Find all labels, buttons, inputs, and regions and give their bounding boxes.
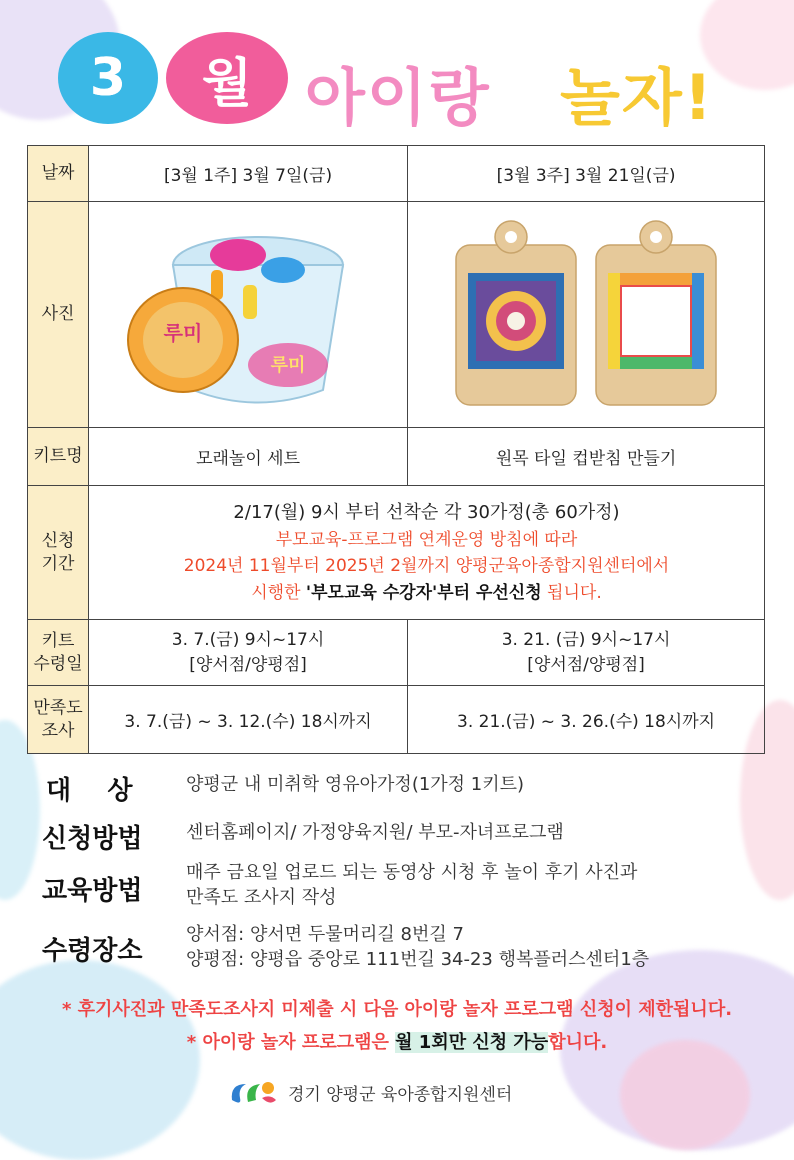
- org-name: 경기 양평군 육아종합지원센터: [288, 1084, 513, 1105]
- kit-name-week1: 모래놀이 세트: [89, 428, 408, 486]
- target-value: 양평군 내 미취학 영유아가정(1가정 1키트): [186, 774, 525, 795]
- row-survey-label: 만족도 조사: [28, 686, 89, 754]
- row-date-label: 날짜: [28, 146, 89, 202]
- date-week1: [3월 1주] 3월 7일(금): [89, 146, 408, 202]
- apply-method-value: 센터홈페이지/ 가정양육지원/ 부모-자녀프로그램: [186, 822, 564, 843]
- survey-week1: 3. 7.(금) ~ 3. 12.(수) 18시까지: [89, 686, 408, 754]
- apply-period: [89, 486, 765, 620]
- pickup-place-value: 양서점: 양서면 두물머리길 8번길 7 양평점: 양평읍 중앙로 111번길 34-23 행복플러스센터1층: [186, 924, 650, 971]
- education-method-value: 매주 금요일 업로드 되는 동영상 시청 후 놀이 후기 사진과 만족도 조사지 작성: [186, 862, 638, 909]
- page-title: [0, 18, 794, 138]
- kit-name-week3: 원목 타일 컵받침 만들기: [408, 428, 765, 486]
- notice-restriction: * 후기사진과 만족도조사지 미제출 시 다음 아이랑 놀자 프로그램 신청이 제한됩니다.: [61, 999, 733, 1020]
- title-month-unit: 월: [166, 32, 288, 124]
- row-pickup-label: 키트 수령일: [28, 620, 89, 686]
- decor-blob: [620, 1040, 750, 1150]
- notice-once-per-month: * 아이랑 놀자 프로그램은 월 1회만 신청 가능합니다.: [186, 1032, 608, 1053]
- pickup-week3: 3. 21. (금) 9시~17시 [양서점/양평점]: [408, 620, 765, 686]
- apply-policy-text: 부모교육-프로그램 연계운영 방침에 따라: [275, 529, 578, 550]
- title-word-play-with-child: 아이랑: [305, 61, 491, 134]
- apply-start-text: 2/17(월) 9시 부터 선착순 각 30가정(총 60가정): [233, 502, 620, 524]
- survey-week3: 3. 21.(금) ~ 3. 26.(수) 18시까지: [408, 686, 765, 754]
- apply-priority-text: 시행한 '부모교육 수강자'부터 우선신청 됩니다.: [251, 582, 602, 603]
- sand-play-kit-image: [123, 215, 373, 415]
- row-kit-label: 키트명: [28, 428, 89, 486]
- photo-sand-kit: [89, 202, 408, 428]
- title-word-lets-play: 놀자!: [560, 61, 715, 134]
- row-apply-label: 신청 기간: [28, 486, 89, 620]
- program-table: [27, 145, 765, 754]
- target-label: 대 상: [46, 776, 133, 806]
- svg-text:루미: 루미: [163, 320, 203, 345]
- photo-coaster-kit: [408, 202, 765, 428]
- education-method-label: 교육방법: [42, 876, 143, 906]
- pickup-place-label: 수령장소: [42, 936, 143, 966]
- wood-tile-coaster-image: [446, 215, 726, 415]
- apply-period-text: 2024년 11월부터 2025년 2월까지 양평군육아종합지원센터에서: [183, 556, 670, 577]
- decor-blob: [0, 960, 200, 1160]
- footer: [226, 1074, 512, 1110]
- svg-text:루미: 루미: [270, 354, 306, 376]
- title-month-number: 3: [58, 32, 158, 124]
- apply-method-label: 신청방법: [42, 824, 143, 854]
- center-logo-icon: [226, 1074, 280, 1110]
- date-week3: [3월 3주] 3월 21일(금): [408, 146, 765, 202]
- row-photo-label: 사진: [28, 202, 89, 428]
- pickup-week1: 3. 7.(금) 9시~17시 [양서점/양평점]: [89, 620, 408, 686]
